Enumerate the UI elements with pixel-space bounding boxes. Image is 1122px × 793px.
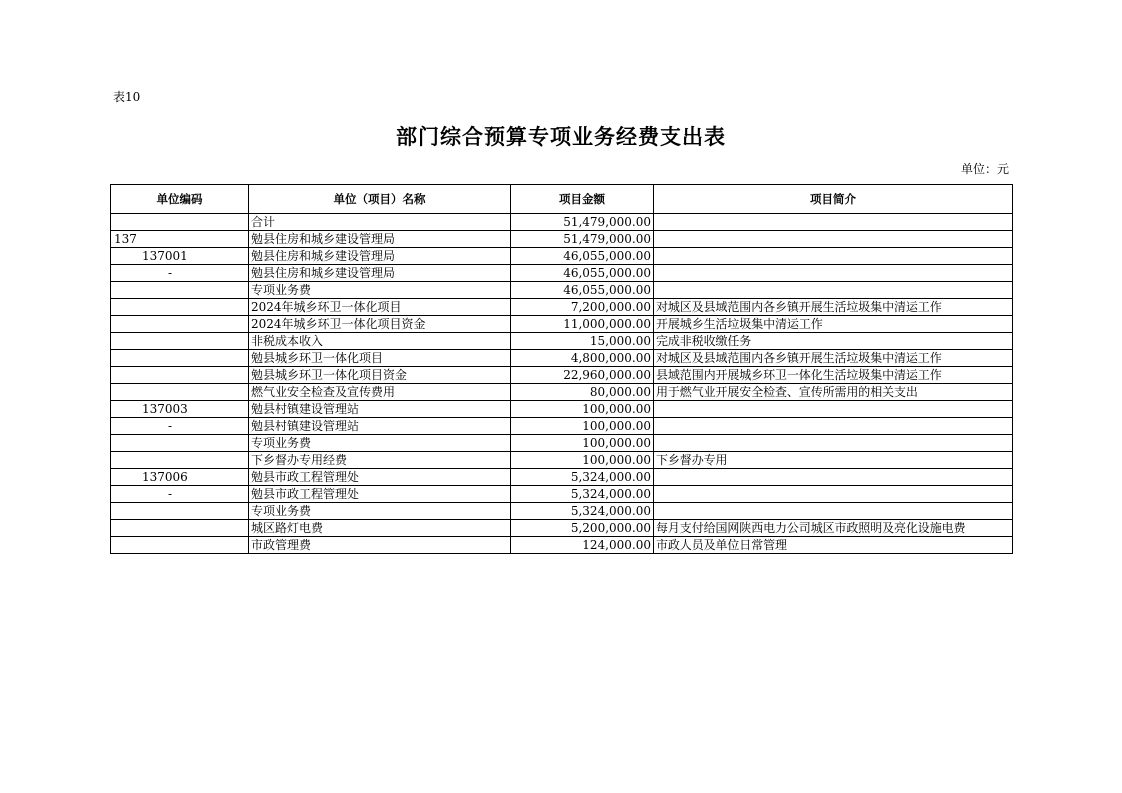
- cell-code: [111, 503, 249, 520]
- cell-name: 勉县市政工程管理处: [249, 469, 511, 486]
- cell-code: -: [111, 418, 249, 435]
- cell-amount: 100,000.00: [511, 452, 654, 469]
- cell-summary: [654, 418, 1013, 435]
- cell-code: [111, 214, 249, 231]
- cell-summary: 下乡督办专用: [654, 452, 1013, 469]
- table-row: [111, 401, 1013, 418]
- cell-code: [111, 350, 249, 367]
- table-row: [111, 265, 1013, 282]
- cell-name: 勉县村镇建设管理站: [249, 401, 511, 418]
- table-row: [111, 469, 1013, 486]
- cell-summary: 每月支付给国网陕西电力公司城区市政照明及亮化设施电费: [654, 520, 1013, 537]
- budget-table: [110, 184, 1013, 554]
- cell-summary: [654, 401, 1013, 418]
- cell-code: -: [111, 265, 249, 282]
- cell-code: [111, 435, 249, 452]
- cell-code: [111, 316, 249, 333]
- table-row: [111, 214, 1013, 231]
- table-row: [111, 537, 1013, 554]
- table-row: [111, 350, 1013, 367]
- cell-amount: 46,055,000.00: [511, 248, 654, 265]
- cell-amount: 4,800,000.00: [511, 350, 654, 367]
- cell-code: [111, 367, 249, 384]
- cell-code: -: [111, 486, 249, 503]
- cell-summary: 对城区及县域范围内各乡镇开展生活垃圾集中清运工作: [654, 350, 1013, 367]
- cell-amount: 124,000.00: [511, 537, 654, 554]
- cell-code: 137003: [111, 401, 249, 418]
- cell-amount: 22,960,000.00: [511, 367, 654, 384]
- cell-name: 合计: [249, 214, 511, 231]
- cell-name: 勉县住房和城乡建设管理局: [249, 248, 511, 265]
- cell-code: [111, 384, 249, 401]
- cell-name: 勉县城乡环卫一体化项目: [249, 350, 511, 367]
- cell-code: [111, 299, 249, 316]
- table-row: [111, 384, 1013, 401]
- cell-summary: [654, 486, 1013, 503]
- cell-amount: 51,479,000.00: [511, 231, 654, 248]
- cell-code: [111, 282, 249, 299]
- cell-name: 城区路灯电费: [249, 520, 511, 537]
- cell-summary: [654, 265, 1013, 282]
- cell-amount: 7,200,000.00: [511, 299, 654, 316]
- cell-code: [111, 537, 249, 554]
- table-number: 表10: [113, 90, 141, 104]
- table-row: [111, 316, 1013, 333]
- table-row: [111, 435, 1013, 452]
- table-row: [111, 248, 1013, 265]
- cell-name: 2024年城乡环卫一体化项目: [249, 299, 511, 316]
- cell-summary: 市政人员及单位日常管理: [654, 537, 1013, 554]
- cell-code: [111, 333, 249, 350]
- cell-summary: [654, 503, 1013, 520]
- table-row: [111, 452, 1013, 469]
- cell-amount: 5,324,000.00: [511, 469, 654, 486]
- cell-amount: 100,000.00: [511, 401, 654, 418]
- table-row: [111, 486, 1013, 503]
- cell-summary: [654, 248, 1013, 265]
- cell-name: 勉县住房和城乡建设管理局: [249, 265, 511, 282]
- cell-code: 137006: [111, 469, 249, 486]
- table-row: [111, 367, 1013, 384]
- cell-summary: 对城区及县域范围内各乡镇开展生活垃圾集中清运工作: [654, 299, 1013, 316]
- cell-name: 专项业务费: [249, 282, 511, 299]
- cell-amount: 46,055,000.00: [511, 282, 654, 299]
- cell-amount: 5,200,000.00: [511, 520, 654, 537]
- cell-summary: [654, 282, 1013, 299]
- cell-amount: 5,324,000.00: [511, 486, 654, 503]
- cell-name: 专项业务费: [249, 435, 511, 452]
- cell-summary: 县域范围内开展城乡环卫一体化生活垃圾集中清运工作: [654, 367, 1013, 384]
- cell-summary: 完成非税收缴任务: [654, 333, 1013, 350]
- cell-amount: 100,000.00: [511, 435, 654, 452]
- cell-code: [111, 452, 249, 469]
- cell-summary: [654, 435, 1013, 452]
- cell-amount: 51,479,000.00: [511, 214, 654, 231]
- cell-amount: 80,000.00: [511, 384, 654, 401]
- page-title: 部门综合预算专项业务经费支出表: [396, 124, 726, 149]
- cell-name: 专项业务费: [249, 503, 511, 520]
- cell-summary: [654, 231, 1013, 248]
- table-row: [111, 418, 1013, 435]
- cell-name: 勉县城乡环卫一体化项目资金: [249, 367, 511, 384]
- header-code: 单位编码: [111, 185, 249, 214]
- cell-name: 勉县村镇建设管理站: [249, 418, 511, 435]
- cell-code: 137: [111, 231, 249, 248]
- cell-summary: [654, 469, 1013, 486]
- cell-summary: [654, 214, 1013, 231]
- table-row: [111, 503, 1013, 520]
- table-row: [111, 520, 1013, 537]
- cell-code: 137001: [111, 248, 249, 265]
- cell-name: 勉县市政工程管理处: [249, 486, 511, 503]
- cell-name: 下乡督办专用经费: [249, 452, 511, 469]
- header-summary: 项目简介: [654, 185, 1013, 214]
- cell-amount: 5,324,000.00: [511, 503, 654, 520]
- cell-code: [111, 520, 249, 537]
- table-row: [111, 231, 1013, 248]
- cell-amount: 46,055,000.00: [511, 265, 654, 282]
- table-row: [111, 299, 1013, 316]
- header-amount: 项目金额: [511, 185, 654, 214]
- cell-amount: 100,000.00: [511, 418, 654, 435]
- cell-amount: 11,000,000.00: [511, 316, 654, 333]
- cell-name: 2024年城乡环卫一体化项目资金: [249, 316, 511, 333]
- cell-summary: 用于燃气业开展安全检查、宣传所需用的相关支出: [654, 384, 1013, 401]
- header-name: 单位（项目）名称: [249, 185, 511, 214]
- cell-name: 市政管理费: [249, 537, 511, 554]
- cell-summary: 开展城乡生活垃圾集中清运工作: [654, 316, 1013, 333]
- cell-amount: 15,000.00: [511, 333, 654, 350]
- table-row: [111, 333, 1013, 350]
- table-row: [111, 282, 1013, 299]
- unit-note: 单位：元: [960, 162, 1009, 176]
- cell-name: 勉县住房和城乡建设管理局: [249, 231, 511, 248]
- cell-name: 燃气业安全检查及宣传费用: [249, 384, 511, 401]
- header-row: [111, 185, 1013, 214]
- cell-name: 非税成本收入: [249, 333, 511, 350]
